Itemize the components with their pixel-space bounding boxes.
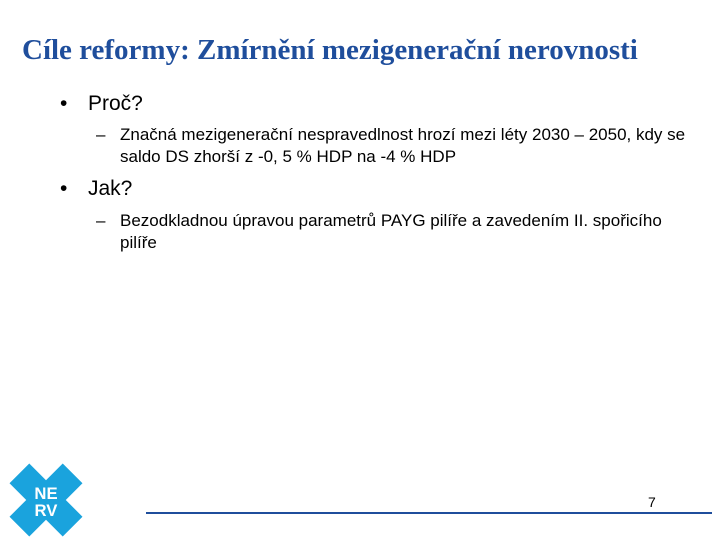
sub-bullet-text: Bezodkladnou úpravou parametrů PAYG pilíře a zavedením II. spořicího pilíře <box>120 211 662 252</box>
bullet-item-why <box>60 91 143 117</box>
sub-bullet-symbol: – <box>96 125 106 144</box>
footer-divider <box>146 512 712 514</box>
sub-bullet-text: Značná mezigenerační nespravedlnost hrozí mezi léty 2030 – 2050, kdy se saldo DS zhorší z -0, 5 % HDP na -4 % HDP <box>120 125 686 166</box>
bullet-text: Jak? <box>88 177 133 200</box>
bullet-symbol: • <box>60 177 68 200</box>
slide-title: Cíle reformy: Zmírnění mezigenerační nerovnosti <box>22 34 638 66</box>
bullet-symbol: • <box>60 92 68 115</box>
nerv-logo <box>8 462 84 538</box>
logo-text-line1: NE <box>34 484 58 504</box>
sub-bullet-symbol: – <box>96 211 106 230</box>
sub-bullet-item-why <box>96 124 696 168</box>
logo-text-line2: RV <box>34 500 58 520</box>
sub-bullet-item-how <box>96 210 696 254</box>
page-number: 7 <box>648 494 656 510</box>
bullet-text: Proč? <box>88 92 143 115</box>
bullet-item-how <box>60 176 132 202</box>
